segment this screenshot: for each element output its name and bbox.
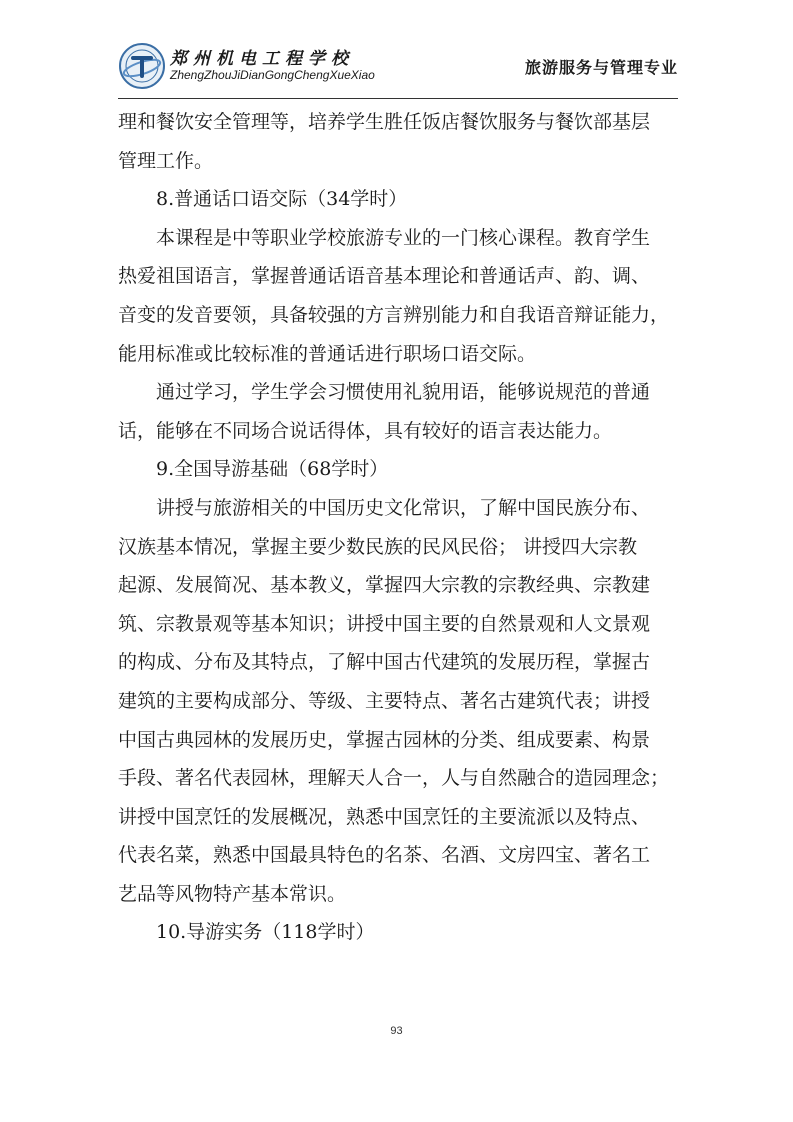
- text-line: 能用标准或比较标准的普通话进行职场口语交际。: [118, 342, 537, 365]
- major-title: 旅游服务与管理专业: [524, 58, 678, 77]
- text-line: 本课程是中等职业学校旅游专业的一门核心课程。教育学生: [156, 226, 651, 249]
- text-line: 管理工作。: [118, 149, 214, 172]
- text-line: 汉族基本情况，掌握主要少数民族的民风民俗； 讲授四大宗教: [118, 535, 638, 558]
- text-line: 8.普通话口语交际（34学时）: [156, 188, 408, 211]
- text-line: 起源、发展简况、基本教义，掌握四大宗教的宗教经典、宗教建: [118, 574, 651, 597]
- text-line: 建筑的主要构成部分、等级、主要特点、著名古建筑代表；讲授: [118, 689, 651, 712]
- text-line: 通过学习，学生学会习惯使用礼貌用语，能够说规范的普通: [156, 381, 651, 404]
- page-header: [118, 40, 678, 96]
- text-line: 话，能够在不同场合说话得体，具有较好的语言表达能力。: [118, 419, 613, 442]
- header-divider: [118, 98, 678, 99]
- text-line: 热爱祖国语言，掌握普通话语音基本理论和普通话声、韵、调、: [118, 265, 651, 288]
- school-name-cn: 郑州机电工程学校: [170, 49, 354, 69]
- text-line: 9.全国导游基础（68学时）: [156, 458, 389, 481]
- school-logo-icon: [118, 42, 166, 90]
- text-line: 筑、宗教景观等基本知识；讲授中国主要的自然景观和人文景观: [118, 612, 651, 635]
- text-line: 的构成、分布及其特点，了解中国古代建筑的发展历程，掌握古: [118, 651, 651, 674]
- page-number: 93: [390, 1025, 403, 1037]
- text-line: 音变的发音要领，具备较强的方言辨别能力和自我语音辩证能力，: [118, 303, 670, 326]
- text-line: 理和餐饮安全管理等，培养学生胜任饭店餐饮服务与餐饮部基层: [118, 111, 651, 133]
- document-body: [118, 103, 678, 952]
- text-line: 讲授与旅游相关的中国历史文化常识，了解中国民族分布、: [156, 496, 651, 519]
- text-line: 讲授中国烹饪的发展概况，熟悉中国烹饪的主要流派以及特点、: [118, 805, 651, 828]
- text-line: 手段、著名代表园林，理解天人合一，人与自然融合的造园理念；: [118, 767, 670, 790]
- school-name-en: ZhengZhouJiDianGongChengXueXiao: [170, 68, 375, 82]
- text-line: 代表名菜，熟悉中国最具特色的名茶、名酒、文房四宝、著名工: [118, 844, 651, 867]
- text-line: 艺品等风物特产基本常识。: [118, 882, 347, 905]
- text-line: 10.导游实务（118学时）: [156, 921, 375, 944]
- text-line: 中国古典园林的发展历史，掌握古园林的分类、组成要素、构景: [118, 728, 651, 751]
